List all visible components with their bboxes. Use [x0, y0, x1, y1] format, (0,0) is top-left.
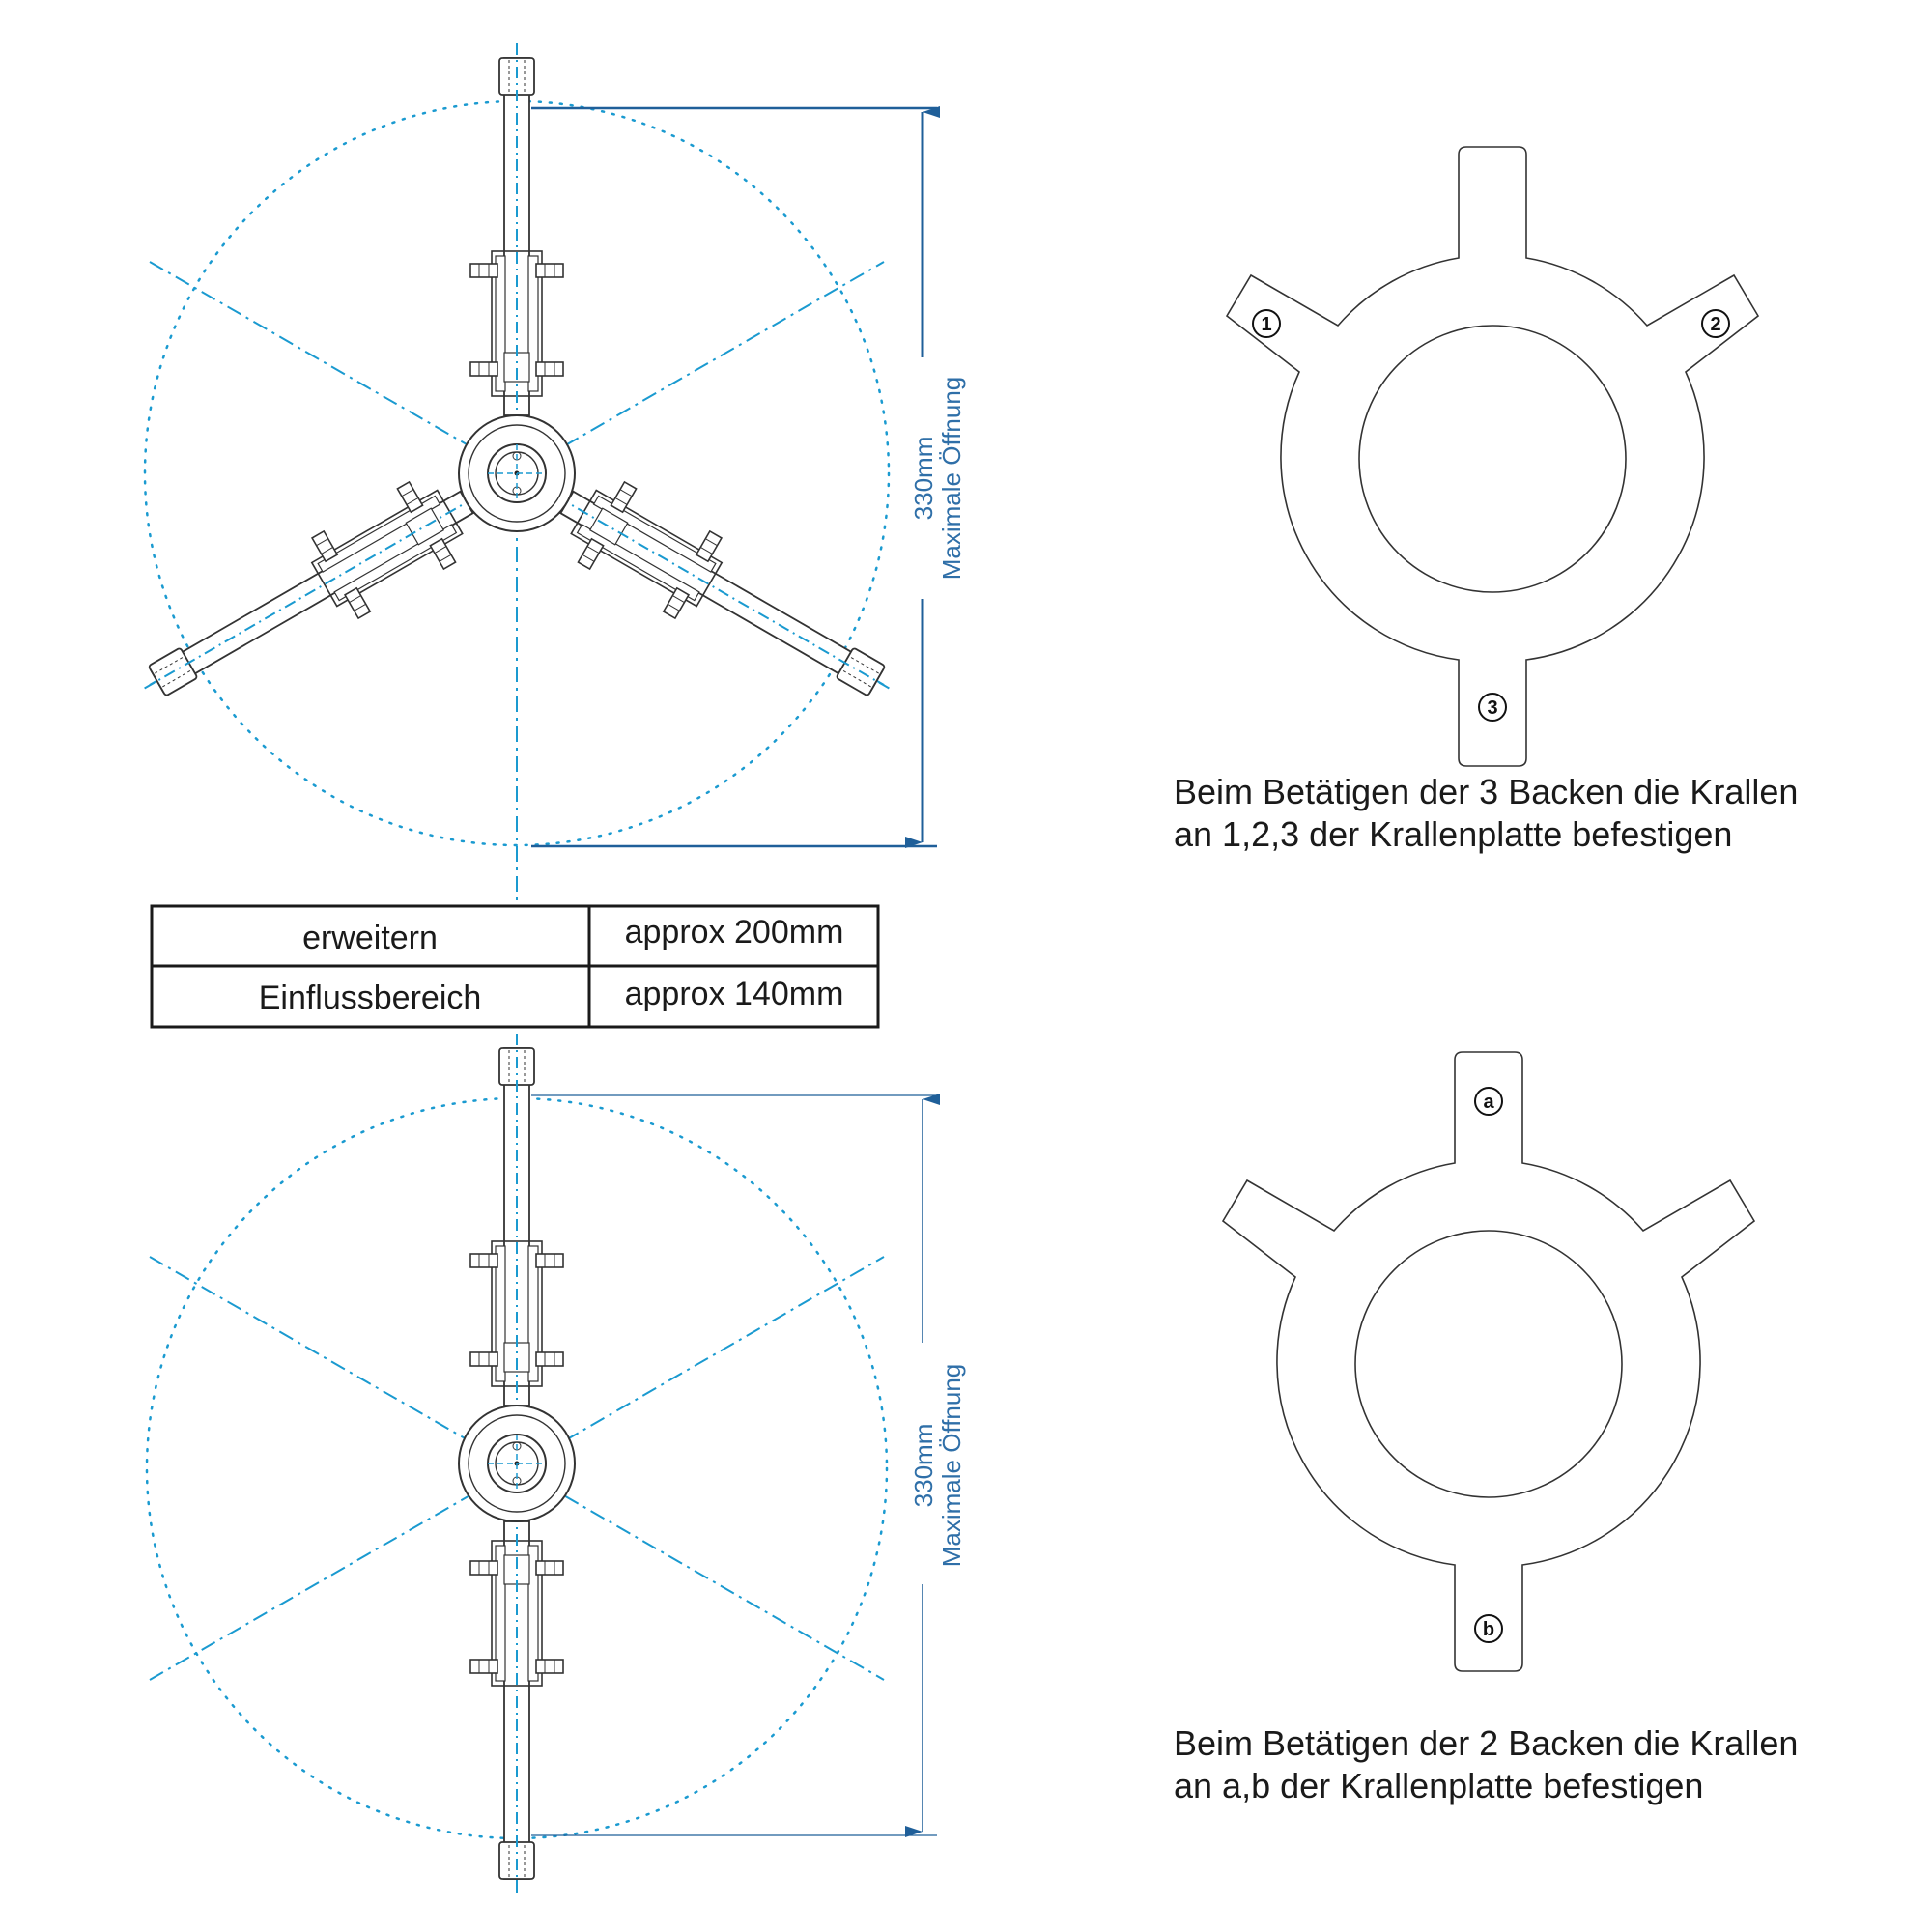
marker-a — [1475, 1088, 1502, 1115]
caption-three-line2: an 1,2,3 der Krallenplatte befestigen — [1174, 814, 1733, 854]
table-row-value: approx 200mm — [624, 914, 844, 951]
svg-text:b: b — [1482, 1619, 1495, 1640]
two-jaw-puller-diagram — [147, 1034, 887, 1893]
bottom-dimension — [531, 1095, 966, 1835]
marker-3 — [1479, 694, 1506, 721]
claw-plate-two — [1223, 1052, 1754, 1671]
table-row-value: approx 140mm — [624, 976, 844, 1012]
three-jaw-puller-diagram — [122, 43, 913, 913]
caption-two-line1: Beim Betätigen der 2 Backen die Krallen — [1174, 1723, 1799, 1763]
svg-text:1: 1 — [1261, 314, 1272, 335]
top-dimension-value: 330mm — [909, 436, 938, 521]
table-row-label: erweitern — [302, 920, 438, 956]
caption-two-line2: an a,b der Krallenplatte befestigen — [1174, 1766, 1704, 1805]
top-dimension — [531, 108, 966, 846]
claw-plate-three — [1227, 147, 1758, 766]
top-dimension-label: Maximale Öffnung — [937, 376, 966, 581]
marker-b — [1475, 1615, 1502, 1642]
bottom-dimension-label: Maximale Öffnung — [937, 1363, 966, 1568]
svg-text:3: 3 — [1487, 697, 1498, 719]
marker-1 — [1253, 310, 1280, 337]
spec-table — [152, 906, 878, 1027]
caption-three-line1: Beim Betätigen der 3 Backen die Krallen — [1174, 772, 1799, 811]
marker-2 — [1702, 310, 1729, 337]
bottom-dimension-value: 330mm — [909, 1423, 938, 1508]
svg-text:a: a — [1483, 1092, 1494, 1113]
svg-text:2: 2 — [1710, 314, 1721, 335]
table-row-label: Einflussbereich — [258, 980, 482, 1016]
